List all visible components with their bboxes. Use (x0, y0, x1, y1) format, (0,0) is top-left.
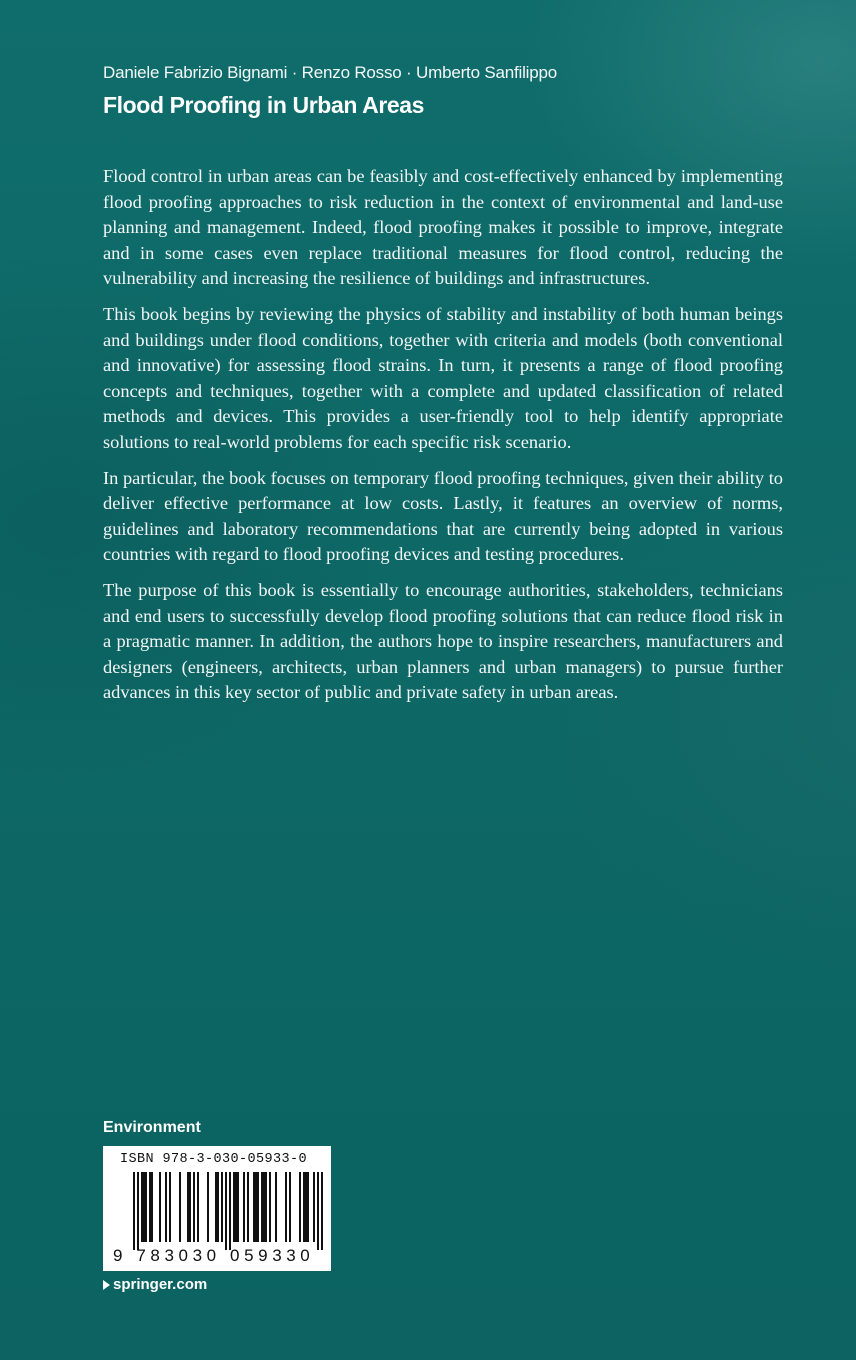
barcode-bar (303, 1172, 305, 1242)
barcode-bar (225, 1172, 227, 1250)
barcode-bar (285, 1172, 287, 1242)
barcode-bar (243, 1172, 245, 1242)
barcode-bar (217, 1172, 219, 1242)
barcode-bar (187, 1172, 189, 1242)
isbn-number: ISBN 978-3-030-05933-0 (120, 1152, 308, 1167)
barcode-bar (151, 1172, 153, 1242)
description-paragraph: Flood control in urban areas can be feasibly and cost-effectively enhanced by implementing flood proofing approaches to risk reduction in the context of environmental and land-use planning and management. Indeed, flood proofing makes it possible to improve, integrate and in some cases even replace traditional measures for flood control, reducing the vulnerability and increasing the resilience of buildings and infrastructures. (103, 166, 783, 289)
barcode-bar (261, 1172, 263, 1242)
barcode-bar (233, 1172, 235, 1242)
barcode-bar (289, 1172, 291, 1242)
barcode-bar (255, 1172, 257, 1242)
barcode-bar (321, 1172, 323, 1250)
barcode-bar (263, 1172, 265, 1242)
ean-digits: 9 783030 059330 (113, 1246, 315, 1265)
publisher-url: springer.com (113, 1276, 208, 1293)
description-paragraph: In particular, the book focuses on temporary flood proofing techniques, given their ability to deliver effective performance at low costs. Lastly, it features an overview of norms, guidelines and laboratory recommendations that are currently being adopted in various countries with regard to flood proofing devices and testing procedures. (103, 467, 783, 565)
barcode-bar (229, 1172, 231, 1250)
barcode-bar (237, 1172, 239, 1242)
barcode-bar (145, 1172, 147, 1242)
isbn-barcode-label (103, 1146, 331, 1271)
barcode-bar (189, 1172, 191, 1242)
barcode-bar (149, 1172, 151, 1242)
barcode-bar (269, 1172, 271, 1242)
barcode-bar (275, 1172, 277, 1242)
barcode-bar (165, 1172, 167, 1242)
barcode-bar (247, 1172, 249, 1242)
barcode-bar (197, 1172, 199, 1242)
author-names: Daniele Fabrizio Bignami · Renzo Rosso · Umberto Sanfilippo (103, 63, 558, 82)
triangle-arrow-icon (103, 1280, 110, 1290)
barcode-bar (221, 1172, 223, 1242)
barcode-bar (305, 1172, 307, 1242)
barcode-bar (253, 1172, 255, 1242)
barcode-bar (179, 1172, 181, 1242)
description-paragraph: The purpose of this book is essentially to encourage authorities, stakeholders, technicians and end users to successfully develop flood proofing solutions that can reduce flood risk in a pragmatic manner. In addition, the authors hope to inspire researchers, manufacturers and designers (engineers, architects, urban planners and urban managers) to pursue further advances in this key sector of public and private safety in urban areas. (103, 579, 783, 703)
barcode-bar (133, 1172, 135, 1250)
book-title: Flood Proofing in Urban Areas (103, 92, 425, 118)
barcode-bar (143, 1172, 145, 1242)
barcode-bar (235, 1172, 237, 1242)
barcode-bar (159, 1172, 161, 1242)
barcode-bar (265, 1172, 267, 1242)
barcode-bar (313, 1172, 315, 1242)
subject-category: Environment (103, 1119, 201, 1136)
barcode-bar (193, 1172, 195, 1242)
barcode-bar (137, 1172, 139, 1250)
publisher-link[interactable] (103, 1276, 207, 1293)
barcode-bar (141, 1172, 143, 1242)
barcode-bar (317, 1172, 319, 1250)
barcode-bar (169, 1172, 171, 1242)
barcode-bar (307, 1172, 309, 1242)
barcode-bar (299, 1172, 301, 1242)
book-description (103, 164, 783, 716)
barcode-bar (207, 1172, 209, 1242)
description-paragraph: This book begins by reviewing the physics of stability and instability of both human beings and buildings under flood conditions, together with criteria and models (both conventional and innovative) for assessing flood strains. In turn, it presents a range of flood proofing concepts and techniques, together with a complete and updated classification of related methods and devices. This provides a user-friendly tool to help identify appropriate solutions to real-world problems for each specific risk scenario. (103, 303, 783, 452)
barcode-bar (215, 1172, 217, 1242)
barcode-bar (257, 1172, 259, 1242)
